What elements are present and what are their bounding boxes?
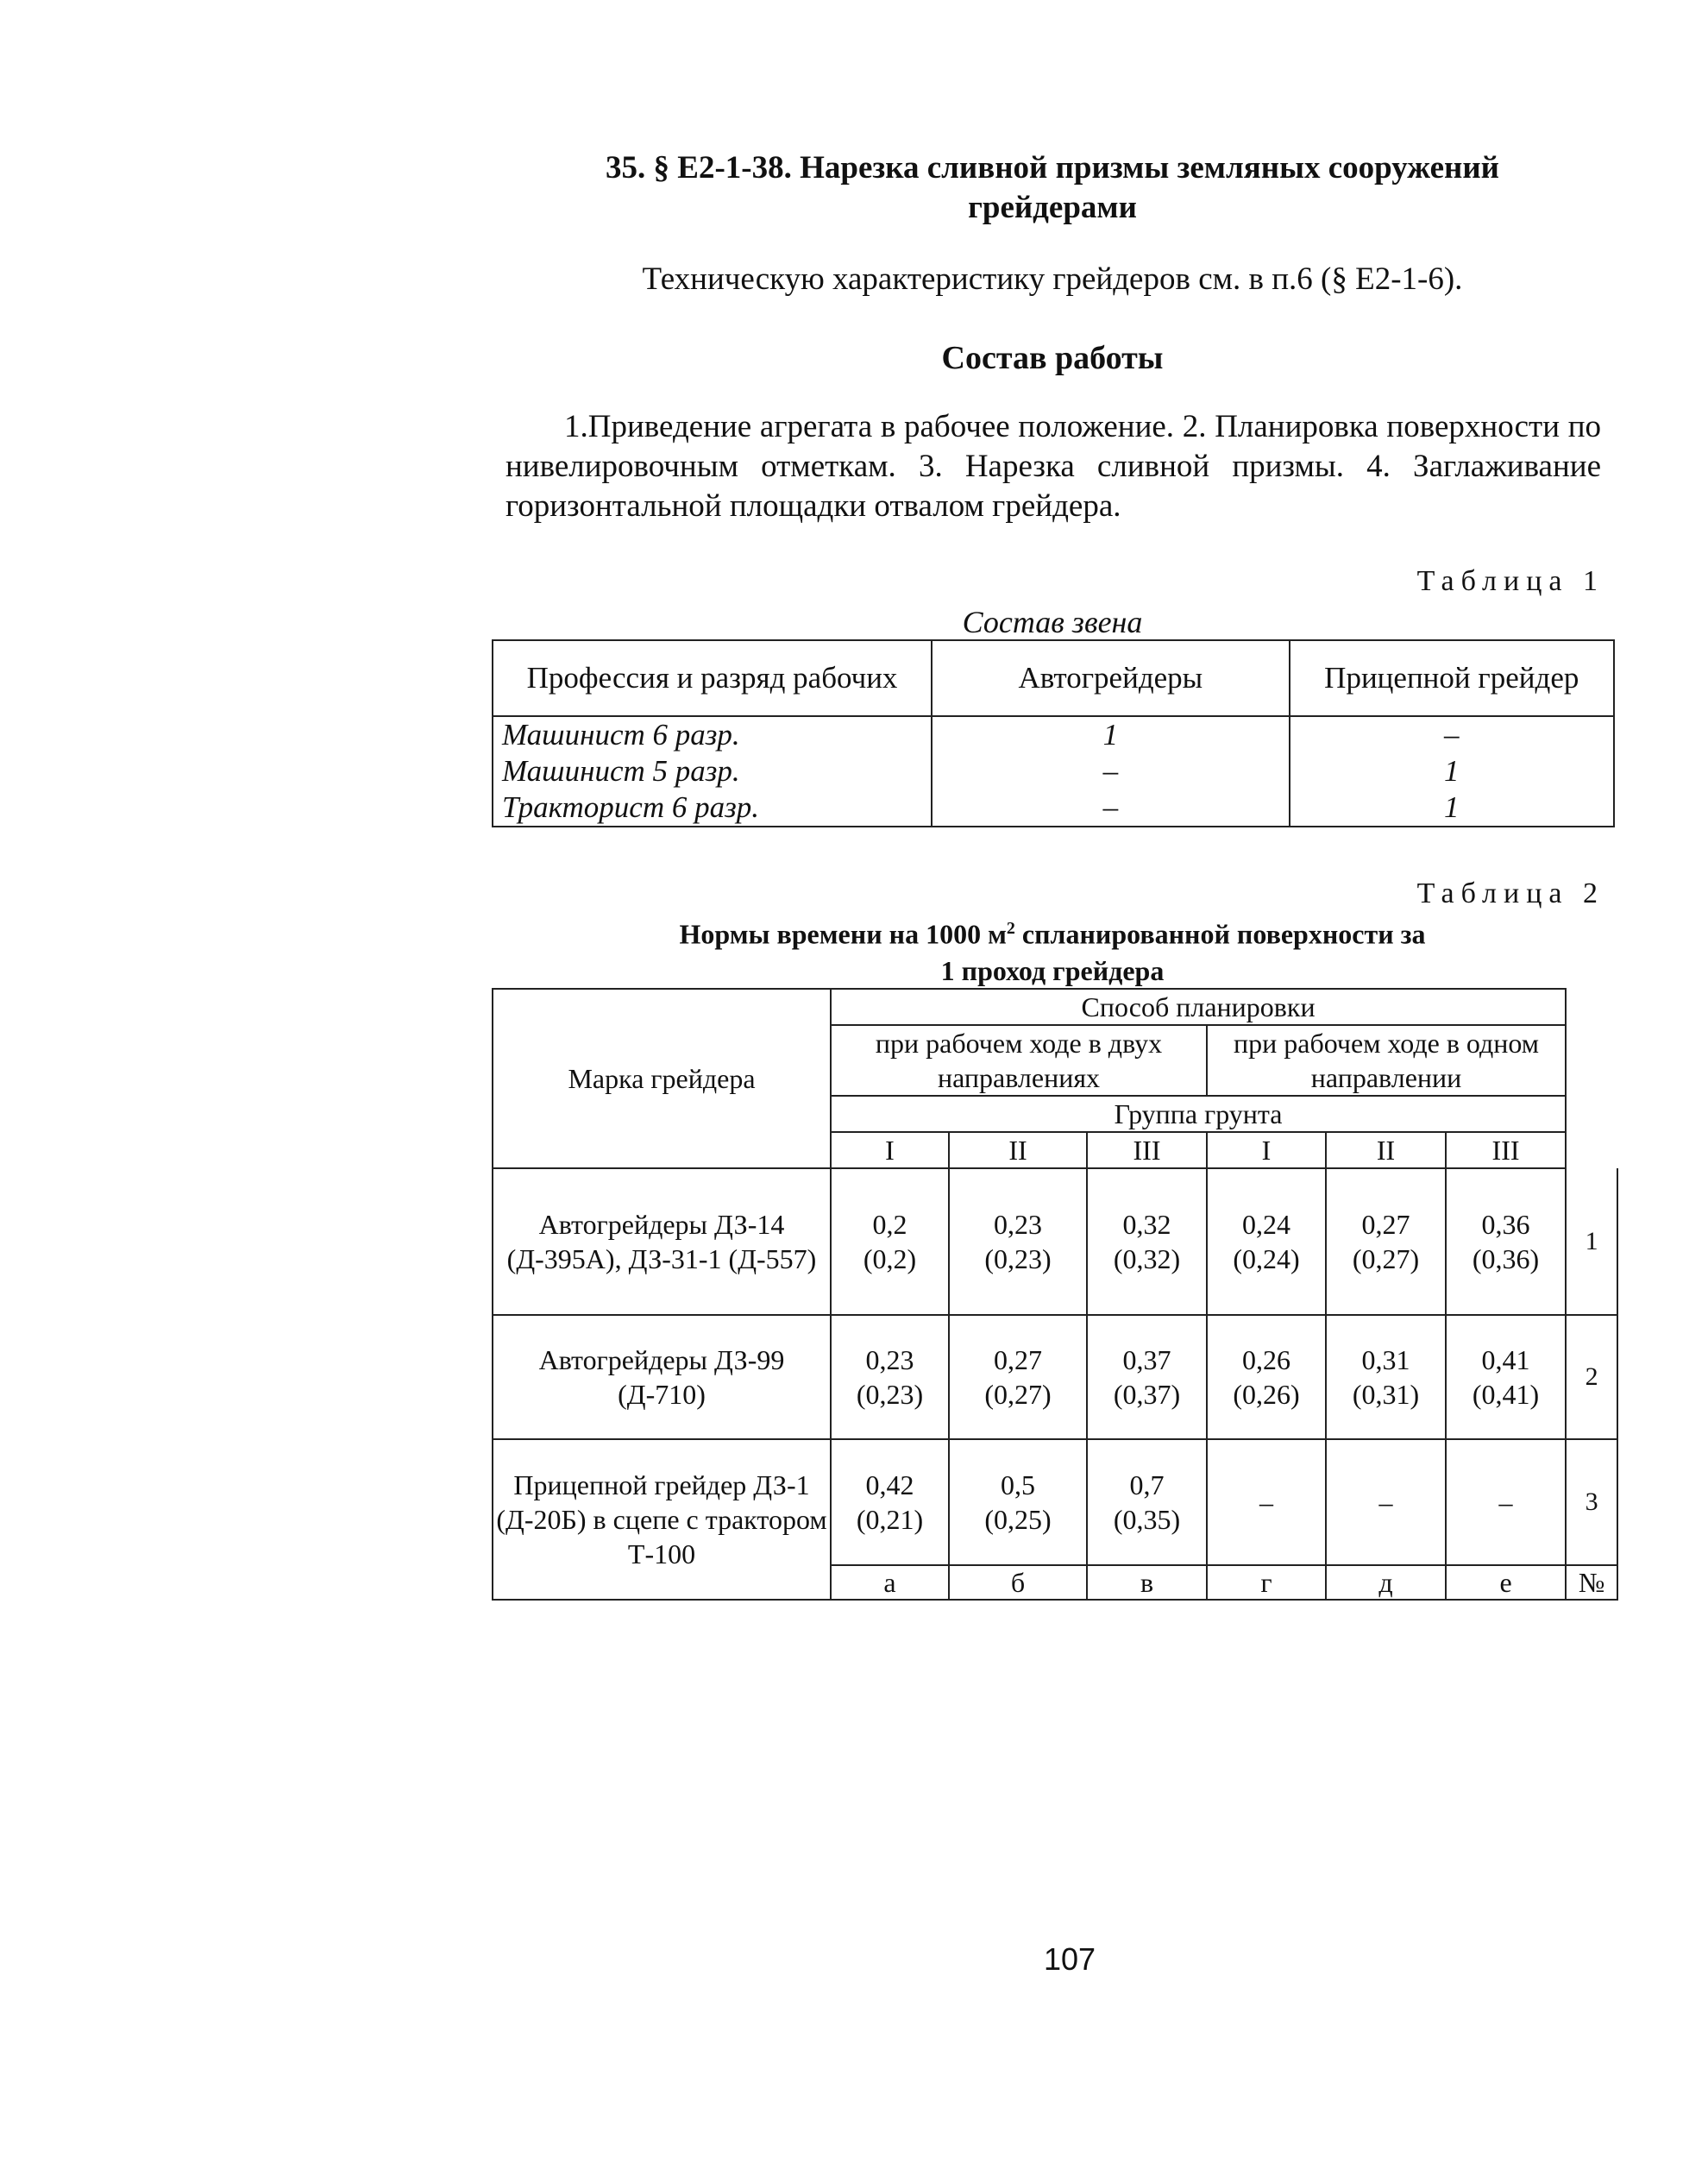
value-main: 0,41 [1481,1344,1530,1375]
soil-group-header: Группа грунта [831,1096,1566,1132]
time-norms-table [492,988,1618,1601]
value-main: 0,23 [865,1344,914,1375]
value-main: 0,42 [865,1469,914,1500]
work-description: 1.Приведение агрегата в рабочее положение. 2. Планировка поверхности по нивелировочным отметкам. 3. Нарезка сливной призмы. 4. Заглаживание горизонтальной площадки отвалом грейдера. [505,409,1601,524]
column-letter: б [949,1565,1087,1600]
value-cell [831,1168,949,1315]
table-row [493,1439,1617,1565]
table-row [493,716,1614,753]
value-cell: – [932,789,1289,827]
page-number: 107 [1043,1941,1096,1977]
value-main: 0,24 [1242,1209,1290,1240]
direction-two-header: при рабочем ходе в двух направлениях [831,1025,1207,1096]
value-main: – [1259,1487,1273,1518]
value-cell [831,1315,949,1439]
header-row-method [493,989,1617,1025]
value-cell: 1 [1290,753,1614,789]
brand-cell: Автогрейдеры ДЗ-14 (Д-395А), ДЗ-31-1 (Д-557) [493,1168,831,1315]
section-title-line2: грейдерами [968,190,1137,225]
value-main: 0,23 [994,1209,1042,1240]
number-label: № [1566,1565,1617,1600]
column-letter: е [1446,1565,1566,1600]
value-cell: 1 [932,716,1289,753]
value-main: 0,2 [872,1209,907,1240]
column-letter: а [831,1565,949,1600]
row-number: 3 [1566,1439,1617,1565]
value-main: 0,5 [1001,1469,1035,1500]
value-main: 0,7 [1129,1469,1165,1500]
title-superscript: 2 [1006,919,1015,938]
section-title [492,148,1613,228]
group-cell: III [1087,1132,1207,1168]
value-paren: (0,26) [1233,1379,1300,1410]
col-brand: Марка грейдера [493,989,831,1168]
column-letter: в [1087,1565,1207,1600]
value-cell [1207,1315,1326,1439]
value-paren: (0,21) [856,1504,924,1535]
value-cell [1087,1439,1207,1565]
value-cell [1087,1168,1207,1315]
crew-table-header [493,640,1614,716]
num-spacer [1566,989,1617,1168]
value-main: 0,31 [1361,1344,1410,1375]
value-main: 0,27 [994,1344,1042,1375]
group-cell: II [1326,1132,1446,1168]
table-row [493,1168,1617,1315]
tech-note: Техническую характеристику грейдеров см. в п.6 (§ Е2-1-6). [642,261,1463,297]
value-paren: (0,31) [1352,1379,1420,1410]
col-autograders: Автогрейдеры [932,640,1289,716]
table-row [493,753,1614,789]
table-row [493,1315,1617,1439]
row-number: 2 [1566,1315,1617,1439]
value-cell [1446,1315,1566,1439]
value-paren: (0,36) [1472,1243,1540,1274]
group-cell: I [1207,1132,1326,1168]
direction-one-header: при рабочем ходе в одном направлении [1207,1025,1566,1096]
value-main: – [1378,1487,1393,1518]
value-cell [1446,1439,1566,1565]
title-text: Нормы времени на 1000 м [679,918,1007,950]
value-cell: 1 [1290,789,1614,827]
table2-label: Таблица 2 [1416,877,1604,909]
col-towed-grader: Прицепной грейдер [1290,640,1614,716]
profession-cell: Машинист 5 разр. [493,753,932,789]
value-paren: (0,25) [984,1504,1052,1535]
table-row [493,789,1614,827]
brand-cell: Прицепной грейдер ДЗ-1 (Д-20Б) в сцепе с трактором Т-100 [493,1439,831,1600]
group-cell: II [949,1132,1087,1168]
value-cell [949,1315,1087,1439]
value-cell [1326,1168,1446,1315]
table2-title-line1 [492,910,1613,953]
col-profession: Профессия и разряд рабочих [493,640,932,716]
title-text: спланированной поверхности за [1014,918,1426,950]
table1-label: Таблица 1 [1416,565,1604,597]
composition-heading: Состав работы [941,340,1164,376]
value-cell [1207,1439,1326,1565]
value-main: 0,26 [1242,1344,1290,1375]
profession-cell: Тракторист 6 разр. [493,789,932,827]
value-paren: (0,41) [1472,1379,1540,1410]
value-paren: (0,23) [856,1379,924,1410]
value-paren: (0,23) [984,1243,1052,1274]
value-main: 0,37 [1122,1344,1171,1375]
value-cell [1207,1168,1326,1315]
value-cell [949,1439,1087,1565]
value-main: – [1498,1487,1513,1518]
section-title-line1: 35. § Е2-1-38. Нарезка сливной призмы земляных сооружений [606,150,1499,186]
value-main: 0,32 [1122,1209,1171,1240]
column-letter: г [1207,1565,1326,1600]
value-paren: (0,37) [1113,1379,1181,1410]
value-cell [1446,1168,1566,1315]
row-number: 1 [1566,1168,1617,1315]
value-paren: (0,35) [1113,1504,1181,1535]
value-cell [1326,1439,1446,1565]
group-cell: III [1446,1132,1566,1168]
brand-cell: Автогрейдеры ДЗ-99 (Д-710) [493,1315,831,1439]
table2-title-line2: 1 проход грейдера [940,954,1165,986]
value-main: 0,27 [1361,1209,1410,1240]
column-letter: д [1326,1565,1446,1600]
table2-title [492,910,1613,989]
value-paren: (0,24) [1233,1243,1300,1274]
profession-cell: Машинист 6 разр. [493,716,932,753]
value-cell [949,1168,1087,1315]
value-cell [1326,1315,1446,1439]
value-main: 0,36 [1481,1209,1530,1240]
group-cell: I [831,1132,949,1168]
crew-table [492,639,1615,827]
value-cell [1087,1315,1207,1439]
table1-caption: Состав звена [962,605,1143,639]
value-paren: (0,27) [1352,1243,1420,1274]
value-cell: – [1290,716,1614,753]
value-paren: (0,27) [984,1379,1052,1410]
value-paren: (0,32) [1113,1243,1181,1274]
value-cell: – [932,753,1289,789]
value-cell [831,1439,949,1565]
method-header: Способ планировки [831,989,1566,1025]
value-paren: (0,2) [863,1243,917,1274]
